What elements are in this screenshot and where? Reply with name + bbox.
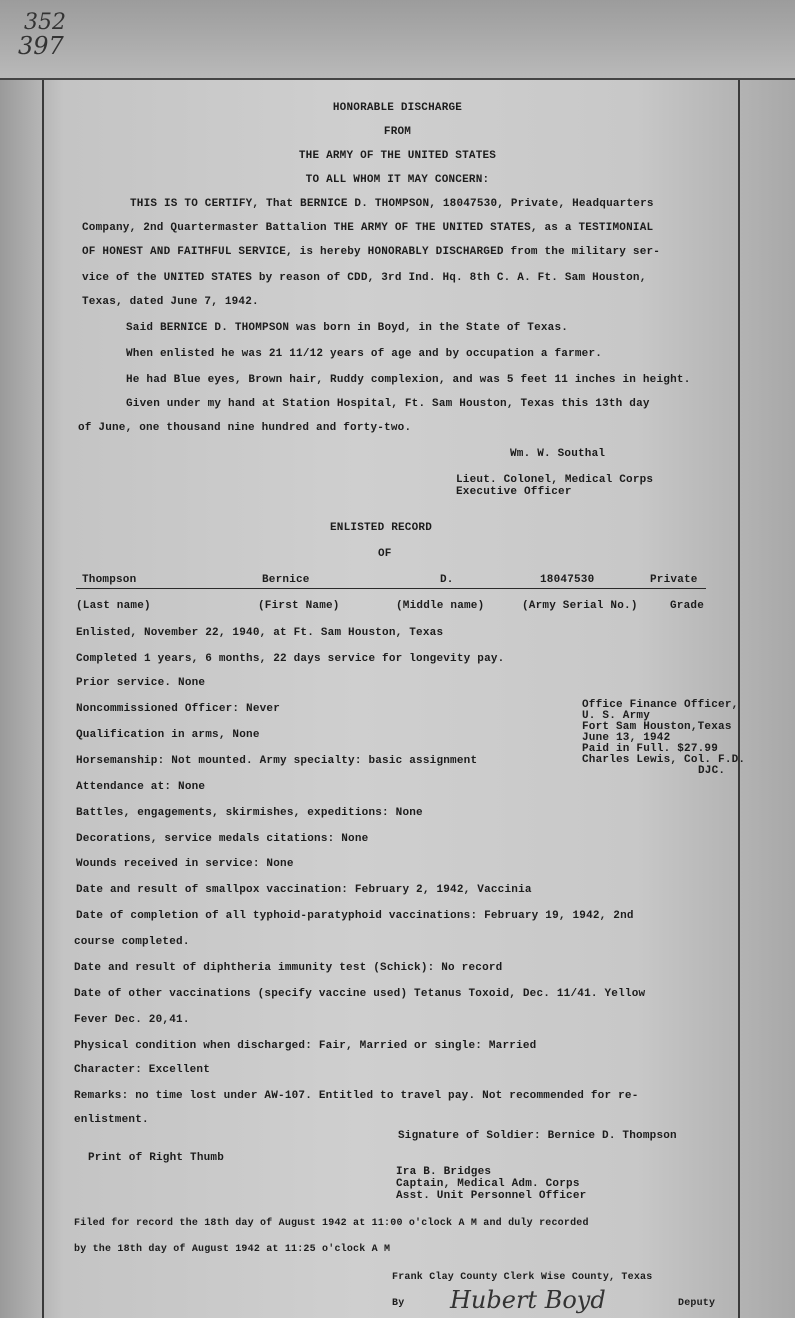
given-under-hand: Given under my hand at Station Hospital, Ft. Sam Houston, Texas this 13th day xyxy=(126,398,650,410)
title-honorable-discharge: HONORABLE DISCHARGE xyxy=(332,102,463,114)
deputy-label: Deputy xyxy=(678,1298,716,1309)
grade-value: Private xyxy=(650,574,698,586)
qualification-line: Qualification in arms, None xyxy=(76,729,260,741)
certificate-line: Texas, dated June 7, 1942. xyxy=(82,296,259,308)
first-name-value: Bernice xyxy=(262,574,310,586)
character-line: Character: Excellent xyxy=(74,1064,211,1076)
stamp-line: Fort Sam Houston,Texas xyxy=(582,721,732,733)
enlisted-record-of: OF xyxy=(378,548,392,560)
commanding-officer-name: Wm. W. Southal xyxy=(510,448,606,460)
handwritten-number: 352 xyxy=(24,10,66,35)
certificate-line: THIS IS TO CERTIFY, That BERNICE D. THOMPSON, 18047530, Private, Headquarters xyxy=(130,198,654,210)
by-label: By xyxy=(392,1298,405,1309)
handwritten-number-sub: 397 xyxy=(18,32,64,60)
title-to-whom: TO ALL WHOM IT MAY CONCERN: xyxy=(305,174,490,186)
diphtheria-line: Date and result of diphtheria immunity test (Schick): No record xyxy=(74,962,503,974)
prior-service-line: Prior service. None xyxy=(76,677,206,689)
typhoid-line: Date of completion of all typhoid-paratyphoid vaccinations: February 19, 1942, 2nd xyxy=(76,910,634,922)
stamp-line: Paid in Full. $27.99 xyxy=(582,743,719,755)
stamp-line: Office Finance Officer, xyxy=(582,699,739,711)
thumb-print-label: Print of Right Thumb xyxy=(88,1152,225,1164)
label-first-name: (First Name) xyxy=(258,600,340,612)
nco-line: Noncommissioned Officer: Never xyxy=(76,703,281,715)
physical-description: He had Blue eyes, Brown hair, Ruddy complexion, and was 5 feet 11 inches in height. xyxy=(126,374,691,386)
certificate-line: vice of the UNITED STATES by reason of CDD, 3rd Ind. Hq. 8th C. A. Ft. Sam Houston, xyxy=(82,272,647,284)
deputy-signature: Hubert Boyd xyxy=(450,1286,606,1314)
decorations-line: Decorations, service medals citations: None xyxy=(76,833,369,845)
personnel-officer-title: Captain, Medical Adm. Corps xyxy=(396,1178,580,1190)
wounds-line: Wounds received in service: None xyxy=(76,858,294,870)
remarks-line-cont: enlistment. xyxy=(74,1114,149,1126)
commanding-officer-role: Executive Officer xyxy=(456,486,572,498)
personnel-officer-role: Asst. Unit Personnel Officer xyxy=(396,1190,587,1202)
finance-officer-stamp xyxy=(582,700,745,777)
serial-number-value: 18047530 xyxy=(540,574,595,586)
label-last-name: (Last name) xyxy=(76,600,151,612)
horsemanship-line: Horsemanship: Not mounted. Army specialty: basic assignment xyxy=(76,755,478,767)
filing-record-line: Filed for record the 18th day of August 1942 at 11:00 o'clock A M and duly recorded xyxy=(74,1218,589,1229)
smallpox-line: Date and result of smallpox vaccination: February 2, 1942, Vaccinia xyxy=(76,884,532,896)
label-serial-number: (Army Serial No.) xyxy=(522,600,638,612)
certificate-line: Company, 2nd Quartermaster Battalion THE ARMY OF THE UNITED STATES, as a TESTIMONIAL xyxy=(82,222,654,234)
stamp-line: U. S. Army xyxy=(582,710,651,722)
completed-service-line: Completed 1 years, 6 months, 22 days service for longevity pay. xyxy=(76,653,505,665)
left-margin-rule xyxy=(42,80,44,1318)
remarks-line: Remarks: no time lost under AW-107. Entitled to travel pay. Not recommended for re- xyxy=(74,1090,639,1102)
given-date-line: of June, one thousand nine hundred and forty-two. xyxy=(78,422,412,434)
physical-condition-line: Physical condition when discharged: Fair, Married or single: Married xyxy=(74,1040,537,1052)
other-vaccinations-line-cont: Fever Dec. 20,41. xyxy=(74,1014,190,1026)
typhoid-line-cont: course completed. xyxy=(74,936,190,948)
filing-record-line-cont: by the 18th day of August 1942 at 11:25 o'clock A M xyxy=(74,1244,391,1255)
last-name-value: Thompson xyxy=(82,574,137,586)
stamp-line: DJC. xyxy=(698,765,726,777)
name-underline xyxy=(76,588,706,589)
personnel-officer-name: Ira B. Bridges xyxy=(396,1166,492,1178)
enlistment-age-statement: When enlisted he was 21 11/12 years of age and by occupation a farmer. xyxy=(126,348,603,360)
county-clerk-line: Frank Clay County Clerk Wise County, Texas xyxy=(392,1272,653,1283)
enlisted-date-line: Enlisted, November 22, 1940, at Ft. Sam Houston, Texas xyxy=(76,627,444,639)
birth-statement: Said BERNICE D. THOMPSON was born in Boyd, in the State of Texas. xyxy=(126,322,569,334)
page-top-band xyxy=(0,0,795,80)
stamp-line: June 13, 1942 xyxy=(582,732,671,744)
right-margin-rule xyxy=(738,80,740,1318)
other-vaccinations-line: Date of other vaccinations (specify vaccine used) Tetanus Toxoid, Dec. 11/41. Yellow xyxy=(74,988,646,1000)
title-army: THE ARMY OF THE UNITED STATES xyxy=(298,150,497,162)
commanding-officer-title: Lieut. Colonel, Medical Corps xyxy=(456,474,654,486)
soldier-signature-line: Signature of Soldier: Bernice D. Thompson xyxy=(398,1130,677,1142)
stamp-line: Charles Lewis, Col. F.D. xyxy=(582,754,746,766)
enlisted-record-title: ENLISTED RECORD xyxy=(330,522,433,534)
label-grade: Grade xyxy=(670,600,705,612)
certificate-line: OF HONEST AND FAITHFUL SERVICE, is hereby HONORABLY DISCHARGED from the military ser- xyxy=(82,246,661,258)
battles-line: Battles, engagements, skirmishes, expeditions: None xyxy=(76,807,423,819)
attendance-line: Attendance at: None xyxy=(76,781,206,793)
label-middle-name: (Middle name) xyxy=(396,600,485,612)
title-from: FROM xyxy=(383,126,412,138)
middle-initial-value: D. xyxy=(440,574,454,586)
